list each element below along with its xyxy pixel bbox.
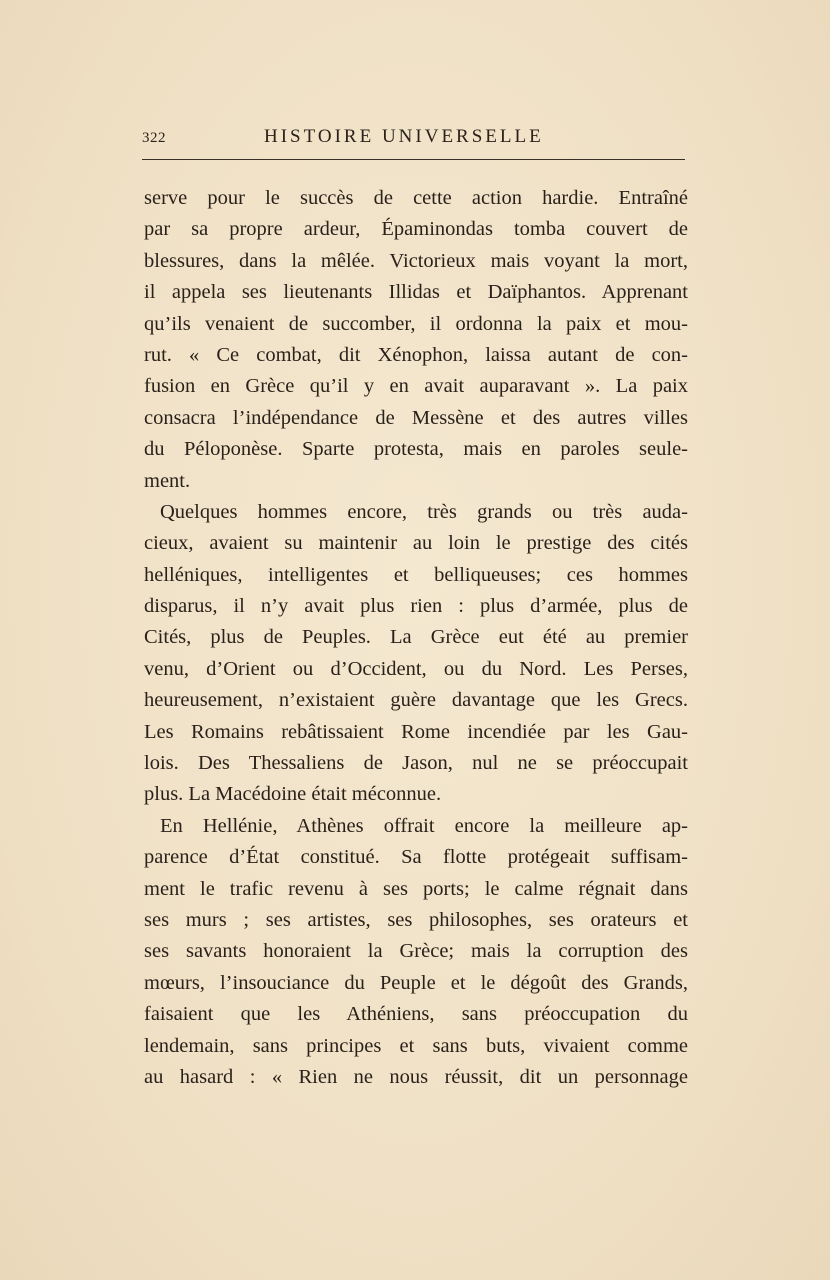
text-line: ment le trafic revenu à ses ports; le calme régnait dans: [144, 877, 688, 900]
header-rule: [142, 159, 685, 160]
text-line: heureusement, n’existaient guère davantage que les Grecs.: [144, 689, 688, 712]
text-line: du Péloponèse. Sparte protesta, mais en paroles seule-: [144, 438, 688, 461]
text-line: venu, d’Orient ou d’Occident, ou du Nord. Les Perses,: [144, 657, 688, 680]
text-line: mœurs, l’insouciance du Peuple et le dégoût des Grands,: [144, 971, 688, 994]
text-line: disparus, il n’y avait plus rien : plus d’armée, plus de: [144, 595, 688, 618]
page-number: 322: [142, 130, 166, 146]
text-line: rut. « Ce combat, dit Xénophon, laissa autant de con-: [144, 343, 688, 366]
text-line: Cités, plus de Peuples. La Grèce eut été au premier: [144, 626, 688, 649]
text-line: cieux, avaient su maintenir au loin le prestige des cités: [144, 532, 688, 555]
text-line: par sa propre ardeur, Épaminondas tomba couvert de: [144, 218, 688, 241]
text-line: ses murs ; ses artistes, ses philosophes, ses orateurs et: [144, 908, 688, 931]
text-line: lendemain, sans principes et sans buts, vivaient comme: [144, 1034, 688, 1057]
text-line: faisaient que les Athéniens, sans préoccupation du: [144, 1003, 688, 1026]
text-line: plus. La Macédoine était méconnue.: [144, 783, 442, 806]
text-line: ment.: [144, 469, 191, 492]
text-line: qu’ils venaient de succomber, il ordonna la paix et mou-: [144, 312, 688, 335]
text-line: au hasard : « Rien ne nous réussit, dit un personnage: [144, 1065, 688, 1088]
text-line: En Hellénie, Athènes offrait encore la meilleure ap-: [160, 814, 688, 837]
body-text: [144, 183, 688, 1093]
text-line: parence d’État constitué. Sa flotte protégeait suffisam-: [144, 846, 688, 869]
text-line: il appela ses lieutenants Illidas et Daïphantos. Apprenant: [144, 281, 688, 304]
text-line: lois. Des Thessaliens de Jason, nul ne se préoccupait: [144, 752, 688, 775]
text-line: helléniques, intelligentes et belliqueuses; ces hommes: [144, 563, 688, 586]
running-head: [142, 126, 686, 152]
running-title: HISTOIRE UNIVERSELLE: [264, 126, 544, 147]
text-line: ses savants honoraient la Grèce; mais la corruption des: [144, 940, 688, 963]
text-line: consacra l’indépendance de Messène et des autres villes: [144, 406, 688, 429]
text-line: fusion en Grèce qu’il y en avait auparavant ». La paix: [144, 375, 688, 398]
text-line: blessures, dans la mêlée. Victorieux mais voyant la mort,: [144, 249, 688, 272]
text-line: Quelques hommes encore, très grands ou très auda-: [160, 500, 688, 523]
text-line: serve pour le succès de cette action hardie. Entraîné: [144, 187, 688, 209]
text-line: Les Romains rebâtissaient Rome incendiée par les Gau-: [144, 720, 688, 743]
